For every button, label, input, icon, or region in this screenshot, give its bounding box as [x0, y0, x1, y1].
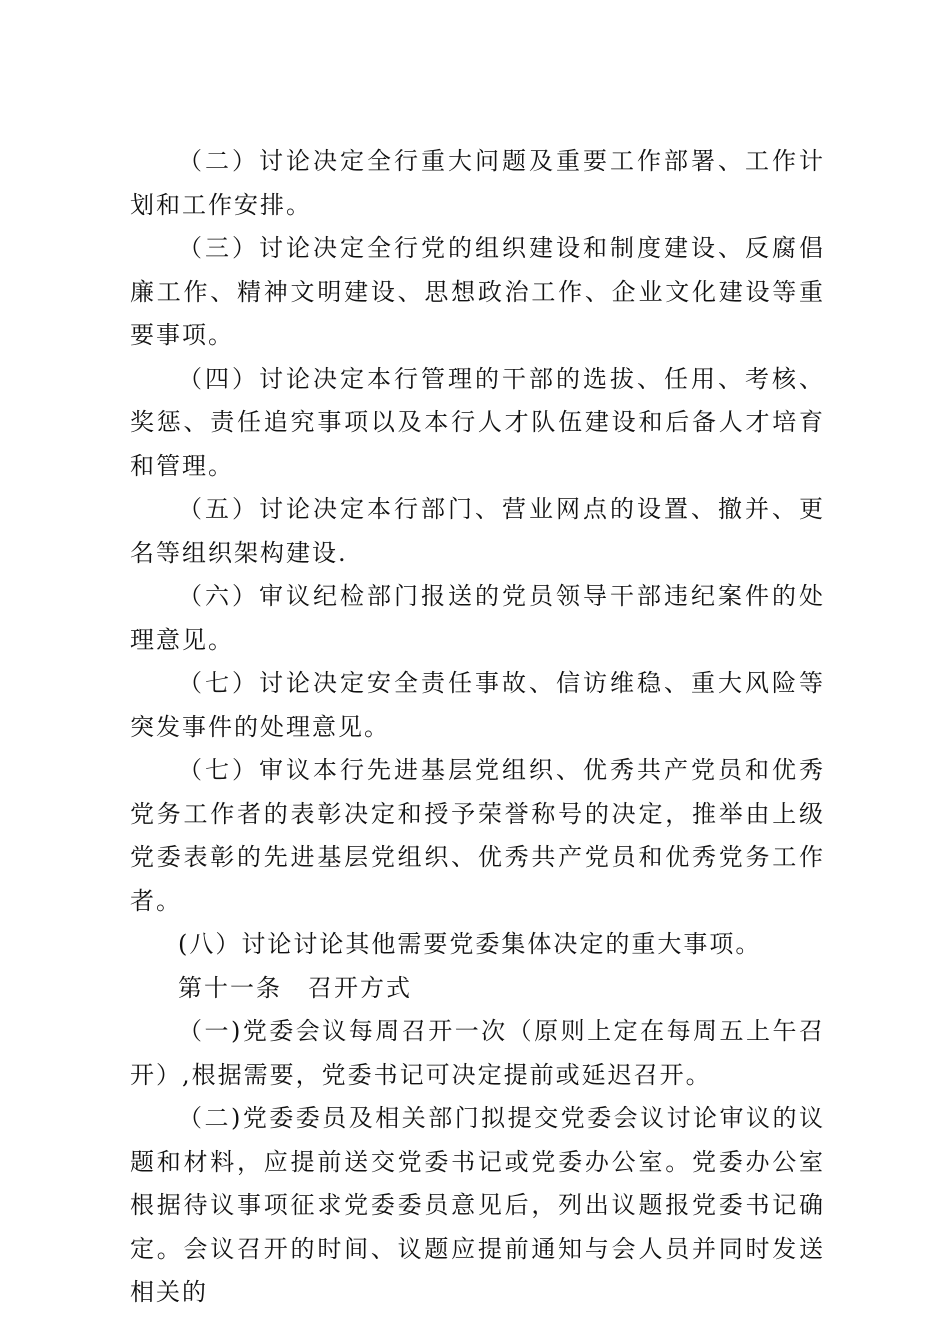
paragraph-item-5: （五）讨论决定本行部门、营业网点的设置、撤并、更名等组织架构建设. — [130, 495, 825, 567]
paragraph-item-8: (八）讨论讨论其他需要党委集体决定的重大事项。 — [178, 930, 762, 958]
paragraph-item-6: （六）审议纪检部门报送的党员领导干部违纪案件的处理意见。 — [130, 582, 825, 654]
article-heading: 第十一条 召开方式 — [178, 973, 412, 1002]
paragraph-item-7: （七）讨论决定安全责任事故、信访维稳、重大风险等突发事件的处理意见。 — [130, 669, 825, 741]
paragraph-item-4: （四）讨论决定本行管理的干部的选拔、任用、考核、奖惩、责任追究事项以及本行人才队伍建设和后备人才培育和管理。 — [130, 364, 825, 480]
paragraph-item-2: （二）讨论决定全行重大问题及重要工作部署、工作计划和工作安排。 — [130, 147, 825, 219]
paragraph-item-7b: （七）审议本行先进基层党组织、优秀共产党员和优秀党务工作者的表彰决定和授予荣誉称号的决定，推举由上级党委表彰的先进基层党组织、优秀共产党员和优秀党务工作者。 — [130, 756, 825, 915]
paragraph-meeting-2: （二)党委委员及相关部门拟提交党委会议讨论审议的议题和材料，应提前送交党委书记或党委办公室。党委办公室根据待议事项征求党委委员意见后，列出议题报党委书记确定。会议召开的时间、议题应提前通知与会人员并同时发送相关的 — [130, 1104, 825, 1306]
paragraph-item-3: （三）讨论决定全行党的组织建设和制度建设、反腐倡廉工作、精神文明建设、思想政治工作、企业文化建设等重要事项。 — [130, 234, 825, 349]
document-body — [130, 140, 825, 1315]
paragraph-meeting-1: （一)党委会议每周召开一次（原则上定在每周五上午召开）,根据需要，党委书记可决定提前或延迟召开。 — [130, 1017, 825, 1089]
